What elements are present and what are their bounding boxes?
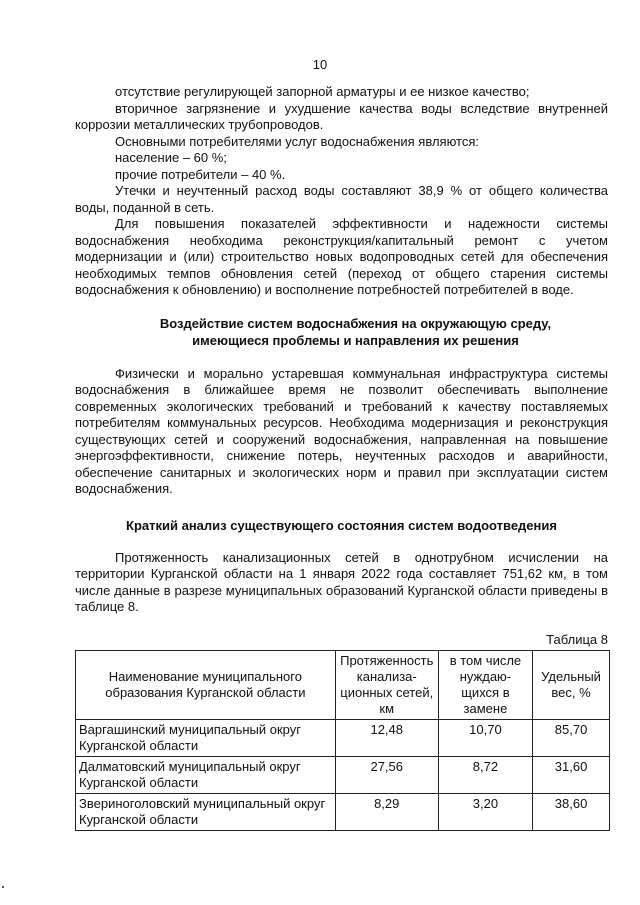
cell-municipality: Варгашинский муниципальный округ Курганской области [76,720,336,757]
paragraph-secondary-pollution: вторичное загрязнение и ухудшение качества воды вследствие внутренней коррозии металлических трубопроводов. [75,100,608,132]
sewer-network-table [75,650,610,831]
cell-needing-replacement: 3,20 [438,794,532,831]
column-header-length: Протяженность канализа-ционных сетей, км [335,651,438,720]
cell-length: 27,56 [335,757,438,794]
paragraph-infrastructure: Физически и морально устаревшая коммунальная инфраструктура системы водоснабжения в ближайшее время не позволит обеспечивать выполнение современных экологических требований и требований к качеству поставляемых потребителям коммунальных ресурсов. Необходима модернизация и реконструкция существующих сетей и сооружений водоснабжения, направленная на повышение энергоэффективности, снижение потерь, неучтенных расходов и аварийности, обеспечение санитарных и экологических норм и правил при эксплуатации систем водоснабжения. [75,365,608,496]
table-row [76,757,610,794]
cell-share: 31,60 [533,757,610,794]
section-heading-environment [75,315,608,349]
document-body [75,84,608,831]
column-header-needing-replacement: в том числе нуждаю-щихся в замене [438,651,532,720]
paragraph-efficiency: Для повышения показателей эффективности и надежности системы водоснабжения необходима реконструкция/капитальный ремонт с учетом модернизации и (или) строительство новых водопроводных сетей для обеспечения необходимых темпов обновления сетей (переход от общего старения системы водоснабжения к обновлению) и восполнение потребностей потребителей в воде. [75,216,608,297]
section-heading-drainage: Краткий анализ существующего состояния систем водоотведения [126,517,557,533]
cell-share: 85,70 [533,720,610,757]
page-number: 10 [312,57,328,72]
paragraph-sewer-length: Протяженность канализационных сетей в однотрубном исчислении на территории Курганской области на 1 января 2022 года составляет 751,62 км, в том числе данные в разрезе муниципальных образований Курганской области приведены в таблице 8. [75,549,608,614]
table-header-row [76,651,610,720]
paragraph-population-share: население – 60 %; [115,150,227,165]
cell-municipality: Звериноголовский муниципальный округ Курганской области [76,794,336,831]
column-header-municipality: Наименование муниципального образования Курганской области [76,651,336,720]
cell-length: 8,29 [335,794,438,831]
cell-length: 12,48 [335,720,438,757]
cell-needing-replacement: 10,70 [438,720,532,757]
column-header-share: Удельный вес, % [533,651,610,720]
cell-municipality: Далматовский муниципальный округ Курганской области [76,757,336,794]
table-row [76,720,610,757]
paragraph-leaks: Утечки и неучтенный расход воды составляют 38,9 % от общего количества воды, поданной в сеть. [75,183,608,215]
section-heading-environment-line1: Воздействие систем водоснабжения на окружающую среду, [159,315,552,331]
cell-share: 38,60 [533,794,610,831]
section-heading-environment-line2: имеющиеся проблемы и направления их решения [192,332,519,348]
paragraph-main-consumers: Основными потребителями услуг водоснабжения являются: [115,133,479,149]
scan-mark [2,886,4,888]
cell-needing-replacement: 8,72 [438,757,532,794]
paragraph-valves: отсутствие регулирующей запорной арматуры и ее низкое качество; [115,84,530,99]
table-caption: Таблица 8 [546,631,608,647]
table-row [76,794,610,831]
paragraph-other-consumers-share: прочие потребители – 40 %. [115,166,286,182]
